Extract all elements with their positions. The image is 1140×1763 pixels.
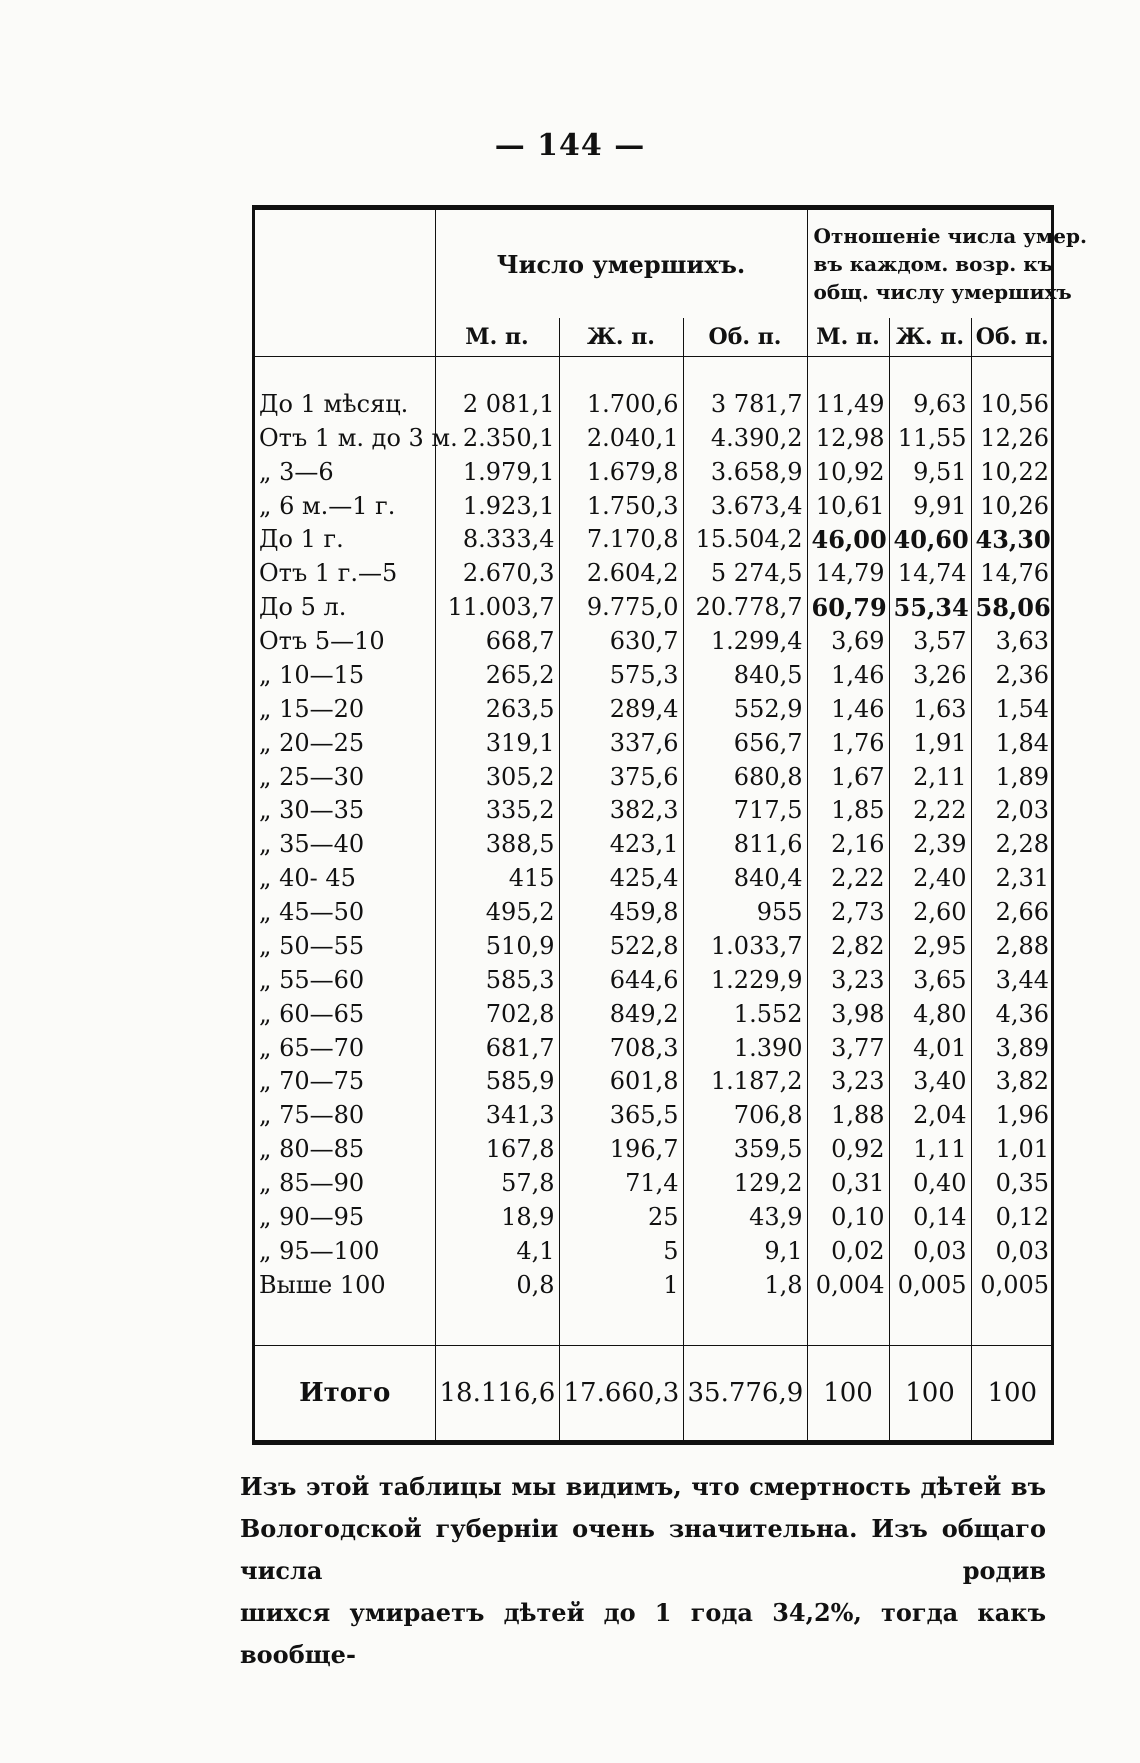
table-cell: 425,4: [559, 862, 683, 896]
table-cell: 43,9: [683, 1201, 807, 1235]
table-cell: 335,2: [435, 794, 559, 828]
table-cell: 1,84: [971, 726, 1053, 760]
row-label: „ 15—20: [259, 694, 365, 723]
total-cell: 18.116,6: [435, 1346, 559, 1440]
mortality-table: [255, 210, 1087, 1440]
row-label: „ 50—55: [259, 931, 365, 960]
table-cell: 9,51: [889, 455, 971, 489]
total-cell: 17.660,3: [559, 1346, 683, 1440]
table-cell: 0,03: [889, 1234, 971, 1268]
table-row: [255, 1065, 1053, 1099]
table-cell: 289,4: [559, 692, 683, 726]
table-cell: 319,1: [435, 726, 559, 760]
header-deaths: Число умершихъ.: [435, 210, 807, 318]
table-cell: 2.350,1: [435, 421, 559, 455]
table-cell: 2.040,1: [559, 421, 683, 455]
table-cell: 5: [559, 1234, 683, 1268]
table-cell: 4,36: [971, 997, 1053, 1031]
total-cell: 100: [971, 1346, 1053, 1440]
table-row: [255, 828, 1053, 862]
row-label: Выше 100: [259, 1270, 386, 1299]
table-row: [255, 523, 1053, 557]
table-cell: 1,63: [889, 692, 971, 726]
row-label: Отъ 1 г.—5: [259, 559, 398, 588]
table-cell: 1.187,2: [683, 1065, 807, 1099]
table-cell: 0,14: [889, 1201, 971, 1235]
table-row: [255, 726, 1053, 760]
table-row: [255, 591, 1053, 625]
table-cell: 0,8: [435, 1268, 559, 1302]
table-cell: 2,36: [971, 659, 1053, 693]
table-cell: 46,00: [807, 523, 889, 557]
table-cell: 0,40: [889, 1167, 971, 1201]
header-ratio-line: общ. числу умершихъ: [813, 280, 1072, 304]
table-cell: 305,2: [435, 760, 559, 794]
row-label: „ 3—6: [259, 457, 334, 486]
table-cell: 9,91: [889, 489, 971, 523]
row-label: „ 65—70: [259, 1033, 365, 1062]
table-cell: 644,6: [559, 963, 683, 997]
paragraph-line: шихся умираетъ дѣтей до 1 года 34,2%, тогда какъ вообще-: [240, 1598, 1046, 1669]
table-cell: 0,92: [807, 1133, 889, 1167]
table-row: [255, 862, 1053, 896]
table-cell: 12,26: [971, 421, 1053, 455]
table-cell: 71,4: [559, 1167, 683, 1201]
table-cell: 1,89: [971, 760, 1053, 794]
table-cell: 10,26: [971, 489, 1053, 523]
table-cell: 1,76: [807, 726, 889, 760]
table-cell: 1,85: [807, 794, 889, 828]
table-cell: 2,22: [889, 794, 971, 828]
table-cell: 2,82: [807, 930, 889, 964]
table-cell: 2,11: [889, 760, 971, 794]
row-label: „ 75—80: [259, 1101, 365, 1130]
table-cell: 1.700,6: [559, 388, 683, 422]
paragraph-line: Вологодской губерніи очень значительна. Изъ общаго числа родив: [240, 1514, 1046, 1585]
table-cell: 1.229,9: [683, 963, 807, 997]
table-row: [255, 1133, 1053, 1167]
table-cell: 11,49: [807, 388, 889, 422]
table-corner: [255, 210, 435, 357]
body-paragraph: [240, 1466, 1046, 1676]
table-cell: 1,88: [807, 1099, 889, 1133]
subheader-female: Ж. п.: [559, 318, 683, 357]
table-cell: 167,8: [435, 1133, 559, 1167]
table-row: [255, 625, 1053, 659]
row-label: „ 45—50: [259, 898, 365, 927]
table-cell: 1.299,4: [683, 625, 807, 659]
table-cell: 1.750,3: [559, 489, 683, 523]
subheader-ratio-both: Об. п.: [971, 318, 1053, 357]
table-cell: 811,6: [683, 828, 807, 862]
table-cell: 2,16: [807, 828, 889, 862]
table-cell: 60,79: [807, 591, 889, 625]
table-cell: 495,2: [435, 896, 559, 930]
table-cell: 656,7: [683, 726, 807, 760]
table-cell: 2,22: [807, 862, 889, 896]
table-cell: 14,74: [889, 557, 971, 591]
row-label: „ 20—25: [259, 728, 365, 757]
table-cell: 601,8: [559, 1065, 683, 1099]
table-cell: 1: [559, 1268, 683, 1302]
table-cell: 1.679,8: [559, 455, 683, 489]
row-label: „ 30—35: [259, 796, 365, 825]
table-cell: 337,6: [559, 726, 683, 760]
table-cell: 2,73: [807, 896, 889, 930]
table-row: [255, 659, 1053, 693]
row-label: „ 85—90: [259, 1169, 365, 1198]
table-cell: 1,11: [889, 1133, 971, 1167]
mortality-table-frame: [252, 205, 1087, 1445]
table-cell: 680,8: [683, 760, 807, 794]
table-cell: 4.390,2: [683, 421, 807, 455]
row-label: До 1 мѣсяц.: [259, 389, 409, 418]
table-body: [255, 357, 1053, 1303]
table-row: [255, 963, 1053, 997]
table-row: [255, 794, 1053, 828]
table-cell: 415: [435, 862, 559, 896]
table-cell: 4,1: [435, 1234, 559, 1268]
table-row: [255, 1201, 1053, 1235]
table-row: [255, 455, 1053, 489]
table-cell: 1,54: [971, 692, 1053, 726]
paragraph-line: Изъ этой таблицы мы видимъ, что смертность дѣтей въ: [240, 1472, 1046, 1501]
table-cell: 0,35: [971, 1167, 1053, 1201]
table-cell: 668,7: [435, 625, 559, 659]
table-row: [255, 930, 1053, 964]
table-cell: 14,79: [807, 557, 889, 591]
header-ratio-line: Отношеніе числа умер.: [813, 224, 1087, 248]
table-cell: 2,40: [889, 862, 971, 896]
total-row: [255, 1346, 1053, 1440]
row-label: „ 90—95: [259, 1202, 365, 1231]
table-cell: 2,95: [889, 930, 971, 964]
table-cell: 10,56: [971, 388, 1053, 422]
table-cell: 0,31: [807, 1167, 889, 1201]
table-cell: 1,67: [807, 760, 889, 794]
row-label: „ 95—100: [259, 1236, 380, 1265]
table-cell: 365,5: [559, 1099, 683, 1133]
table-row: [255, 388, 1053, 422]
table-row: [255, 421, 1053, 455]
row-label: „ 55—60: [259, 965, 365, 994]
table-cell: 0,02: [807, 1234, 889, 1268]
table-cell: 388,5: [435, 828, 559, 862]
table-cell: 575,3: [559, 659, 683, 693]
row-label: „ 70—75: [259, 1067, 365, 1096]
header-ratio: [807, 210, 1087, 318]
table-cell: 5 274,5: [683, 557, 807, 591]
row-label: „ 6 м.—1 г.: [259, 491, 396, 520]
table-cell: 359,5: [683, 1133, 807, 1167]
header-ratio-line: въ каждом. возр. къ: [813, 252, 1053, 276]
table-row: [255, 1031, 1053, 1065]
table-cell: 2 081,1: [435, 388, 559, 422]
table-cell: 58,06: [971, 591, 1053, 625]
table-cell: 2,28: [971, 828, 1053, 862]
table-cell: 1.923,1: [435, 489, 559, 523]
table-cell: 3,98: [807, 997, 889, 1031]
table-cell: 0,10: [807, 1201, 889, 1235]
table-cell: 1,8: [683, 1268, 807, 1302]
table-cell: 2.604,2: [559, 557, 683, 591]
table-cell: 2,31: [971, 862, 1053, 896]
table-cell: 2,03: [971, 794, 1053, 828]
table-row: [255, 760, 1053, 794]
table-cell: 1,91: [889, 726, 971, 760]
total-label: Итого: [299, 1378, 391, 1409]
table-cell: 3,23: [807, 963, 889, 997]
table-cell: 55,34: [889, 591, 971, 625]
row-label: „ 40- 45: [259, 864, 356, 893]
row-label: Отъ 1 м. до 3 м.: [259, 423, 458, 452]
table-cell: 423,1: [559, 828, 683, 862]
table-cell: 717,5: [683, 794, 807, 828]
table-cell: 40,60: [889, 523, 971, 557]
table-cell: 459,8: [559, 896, 683, 930]
table-cell: 708,3: [559, 1031, 683, 1065]
row-label: „ 80—85: [259, 1135, 365, 1164]
table-cell: 1.552: [683, 997, 807, 1031]
table-cell: 0,005: [889, 1268, 971, 1302]
table-cell: 382,3: [559, 794, 683, 828]
table-cell: 2.670,3: [435, 557, 559, 591]
table-cell: 1,01: [971, 1133, 1053, 1167]
table-cell: 11.003,7: [435, 591, 559, 625]
subheader-ratio-female: Ж. п.: [889, 318, 971, 357]
table-cell: 840,4: [683, 862, 807, 896]
table-cell: 1,46: [807, 659, 889, 693]
table-cell: 12,98: [807, 421, 889, 455]
table-cell: 681,7: [435, 1031, 559, 1065]
table-cell: 2,39: [889, 828, 971, 862]
table-cell: 2,04: [889, 1099, 971, 1133]
table-row: [255, 692, 1053, 726]
subheader-ratio-male: М. п.: [807, 318, 889, 357]
table-cell: 18,9: [435, 1201, 559, 1235]
table-cell: 9.775,0: [559, 591, 683, 625]
table-cell: 3,69: [807, 625, 889, 659]
table-cell: 20.778,7: [683, 591, 807, 625]
table-cell: 8.333,4: [435, 523, 559, 557]
table-cell: 10,22: [971, 455, 1053, 489]
table-cell: 0,005: [971, 1268, 1053, 1302]
subheader-both: Об. п.: [683, 318, 807, 357]
table-cell: 3,89: [971, 1031, 1053, 1065]
row-label: До 5 л.: [259, 593, 347, 622]
table-cell: 2,66: [971, 896, 1053, 930]
row-label: „ 10—15: [259, 660, 365, 689]
total-cell: 100: [807, 1346, 889, 1440]
table-cell: 3,77: [807, 1031, 889, 1065]
table-row: [255, 1167, 1053, 1201]
table-cell: 25: [559, 1201, 683, 1235]
table-cell: 43,30: [971, 523, 1053, 557]
table-cell: 4,80: [889, 997, 971, 1031]
total-cell: 100: [889, 1346, 971, 1440]
table-row: [255, 997, 1053, 1031]
table-cell: 3,65: [889, 963, 971, 997]
table-cell: 3,26: [889, 659, 971, 693]
table-cell: 3,40: [889, 1065, 971, 1099]
table-cell: 1.979,1: [435, 455, 559, 489]
table-cell: 7.170,8: [559, 523, 683, 557]
table-cell: 10,92: [807, 455, 889, 489]
table-cell: 585,3: [435, 963, 559, 997]
table-cell: 3,23: [807, 1065, 889, 1099]
table-cell: 1,96: [971, 1099, 1053, 1133]
table-cell: 0,12: [971, 1201, 1053, 1235]
table-cell: 522,8: [559, 930, 683, 964]
total-cell: 35.776,9: [683, 1346, 807, 1440]
table-cell: 3.673,4: [683, 489, 807, 523]
table-cell: 3 781,7: [683, 388, 807, 422]
table-cell: 11,55: [889, 421, 971, 455]
table-cell: 2,88: [971, 930, 1053, 964]
table-cell: 1.390: [683, 1031, 807, 1065]
table-cell: 0,004: [807, 1268, 889, 1302]
table-cell: 265,2: [435, 659, 559, 693]
table-row: [255, 557, 1053, 591]
row-label: „ 35—40: [259, 830, 365, 859]
table-cell: 706,8: [683, 1099, 807, 1133]
table-cell: 129,2: [683, 1167, 807, 1201]
table-cell: 510,9: [435, 930, 559, 964]
table-cell: 1.033,7: [683, 930, 807, 964]
table-cell: 849,2: [559, 997, 683, 1031]
table-row: [255, 1234, 1053, 1268]
table-cell: 955: [683, 896, 807, 930]
table-cell: 3,57: [889, 625, 971, 659]
table-cell: 0,03: [971, 1234, 1053, 1268]
table-cell: 3,82: [971, 1065, 1053, 1099]
table-cell: 375,6: [559, 760, 683, 794]
table-cell: 630,7: [559, 625, 683, 659]
table-cell: 2,60: [889, 896, 971, 930]
table-cell: 552,9: [683, 692, 807, 726]
row-label: Отъ 5—10: [259, 627, 385, 656]
table-cell: 3.658,9: [683, 455, 807, 489]
table-cell: 10,61: [807, 489, 889, 523]
page-number: — 144 —: [494, 128, 646, 163]
table-row: [255, 896, 1053, 930]
table-cell: 3,44: [971, 963, 1053, 997]
subheader-male: М. п.: [435, 318, 559, 357]
table-cell: 702,8: [435, 997, 559, 1031]
table-cell: 341,3: [435, 1099, 559, 1133]
table-cell: 840,5: [683, 659, 807, 693]
table-cell: 14,76: [971, 557, 1053, 591]
table-cell: 15.504,2: [683, 523, 807, 557]
table-cell: 9,63: [889, 388, 971, 422]
table-cell: 3,63: [971, 625, 1053, 659]
table-row: [255, 1268, 1053, 1302]
row-label: До 1 г.: [259, 525, 344, 554]
table-cell: 57,8: [435, 1167, 559, 1201]
row-label: „ 25—30: [259, 762, 365, 791]
table-cell: 1,46: [807, 692, 889, 726]
table-row: [255, 489, 1053, 523]
row-label: „ 60—65: [259, 999, 365, 1028]
table-cell: 263,5: [435, 692, 559, 726]
table-cell: 196,7: [559, 1133, 683, 1167]
table-cell: 585,9: [435, 1065, 559, 1099]
table-cell: 4,01: [889, 1031, 971, 1065]
table-cell: 9,1: [683, 1234, 807, 1268]
table-row: [255, 1099, 1053, 1133]
